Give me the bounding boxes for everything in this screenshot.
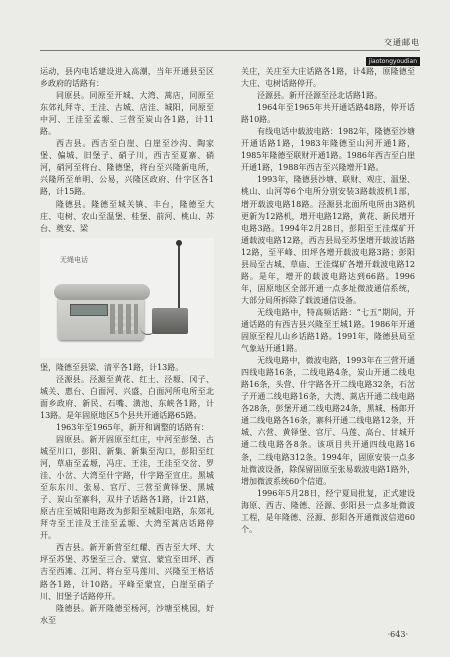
paragraph: 西吉县。西吉至白崖、白崖至沙沟、陶家堡、偏城、旧堡子、硝子川，西吉至夏寨、硝河，硝河至将台、隆德堡，将台至兴隆新电所，兴隆所至单明、公易，兴隆区政府、什字区各1路，计15路。 bbox=[40, 139, 214, 197]
figure-label: 无绳电话 bbox=[60, 255, 88, 264]
right-column bbox=[241, 66, 415, 536]
paragraph: 运动，县内电话建设进入高潮，当年开通县至区乡政府的话路有： bbox=[40, 67, 214, 89]
header-rule bbox=[40, 50, 420, 51]
paragraph: 泾源县。新开泾源至泾北话路1路。 bbox=[257, 91, 383, 101]
paragraph: 1993年，隆德县沙塘、联财、观庄、温堡、桃山、山河等6个电所分别安装3路载波机1部，增开载波电路18路。泾源县北面所电所由3路机更新为12路机，增开电路12路，黄花、新民增开电路3路。1994年2月28日，彭阳至王洼煤矿开通载波电路12路，西吉县局至苏堡增开载波话路12路，至平峰、田坪各增开载波电路3路；彭阳县局至古城、草庙、王洼煤矿各增开载波电路12路。是年，增开的载波电路达到66路。1996年，固原地区全部开通一点多址微波通信系统，大部分局所拆除了载波通信设备。 bbox=[241, 175, 415, 305]
left-column bbox=[40, 66, 214, 627]
phone-display bbox=[70, 304, 108, 316]
paragraph: 隆德县。新开隆德至杨河，沙塘至桃园，好水至 bbox=[40, 603, 214, 625]
section-title: 交通邮电 bbox=[384, 38, 420, 47]
paragraph: 堡，隆德至县梁、清平各1路，计13路。 bbox=[40, 362, 184, 372]
phone-handset bbox=[54, 284, 150, 300]
paragraph: 隆德县。隆德至城关镇、丰台，隆德至大庄、屯树、农山至温堡、桂堡、前河、桃山、苏台、奠安、梁 bbox=[40, 199, 214, 233]
cordless-phone-photo bbox=[40, 238, 214, 358]
paragraph: 固原县。新开固原至红庄，中河至彭堡、古城至川口，彭阳、新集、新集至沟口，彭阳至红河，草庙至孟塬，冯庄、王洼，王洼至交岔、罗洼、小岔、大湾至什字路，什字路至宣庄。黑城至东东川、张易、官厅、三营至黄铎堡、黑城子、炭山至寨科，双井子话路各1路，计21路，原古庄至城阳电路改为彭阳至城阳电路，东郊礼拜寺至王洼及王洼至孟塬、大湾至蒿店话路停开。 bbox=[40, 434, 214, 541]
page-number: ·643· bbox=[387, 630, 408, 639]
paragraph: 1964年至1965年共开通话路48路，停开话路10路。 bbox=[241, 103, 415, 125]
paragraph: 无线电路中，特高频话路：“七五”期间，开通话路的有西吉县兴隆至王城1路。1986年开通固原至程儿山乡话路1路。1991年，隆德县局至气象站开通1路。 bbox=[241, 307, 415, 354]
paragraph: 有线电话中载波电路：1982年，隆德至沙塘开通话路1路，1983年隆德至山河开通1路，1985年隆德至联财开通1路。1986年西吉至白崖开通1路，1988年西吉至兴隆增开1路。 bbox=[241, 127, 415, 173]
phone-keypad bbox=[110, 304, 138, 334]
paragraph: 泾源县。泾源至黄花、红土、泾塬、冈子、城关、惠台、白面河、兴盛，白面河所电所至北面乡政府、新民、石嘴、潢池、东峡各1路，计13路。是年固原地区5个县共开通话路65路。 bbox=[40, 374, 214, 420]
paragraph: 1963年至1965年，新开和调整的话路有： bbox=[56, 422, 209, 432]
section-subtitle: jiaotongyoudian bbox=[366, 57, 420, 66]
section-banner bbox=[358, 38, 420, 65]
paragraph: 关庄，关庄至大庄话路各1路，计4路，原隆德至大庄、屯树话路停开。 bbox=[241, 67, 415, 89]
paragraph: 西吉县。新开新营至红耀、西吉至大坪、大坪至苏堡、苏堡至三合、蒙宜、蒙宜至田坪、西吉至西滩、江河、将台至马莲川、兴隆至王格话路各1路，计10路。平峰至蒙宜，白崖至硝子川、旧堡子话路停开。 bbox=[40, 543, 214, 601]
paragraph: 1996年5月28日，经宁夏局批复，正式建设海原、西吉、隆德、泾源、彭阳县一点多址微波工程，是年隆德、泾源、彭阳各开通微波信道60个。 bbox=[241, 488, 415, 534]
paragraph: 同原县。同原至开城、大湾、蒿店，同原至东郊礼拜寺、王洼、古城、店洼、城阳，同原至中河、王洼至孟塬、三营至炭山各1路，计11路。 bbox=[40, 91, 214, 137]
antenna bbox=[178, 244, 180, 310]
base-station-box bbox=[152, 308, 188, 334]
paragraph: 无线电路中，微波电路，1993年在三营开通四线电路16条，二线电路4条，炭山开通二线电路16条，头营、什字路各开二线电路32条，石岔子开通二线电路16条，大湾、蒿店开通二线电路各28条，彭堡开通二线电路24条，黑城、杨郎开通二线电路各16条，寨科开通二线电路12条，开城、六营、黄铎堡、官厅、马莲、高台、甘城开通二线电路各8条。该项目共开通四线电路16条，二线电路312条。1994年，固原安装一点多址微波设备，除保留固原至张易载波电路1路外，增加微波系统60个信道。 bbox=[241, 356, 415, 486]
antenna-tip bbox=[176, 240, 182, 246]
